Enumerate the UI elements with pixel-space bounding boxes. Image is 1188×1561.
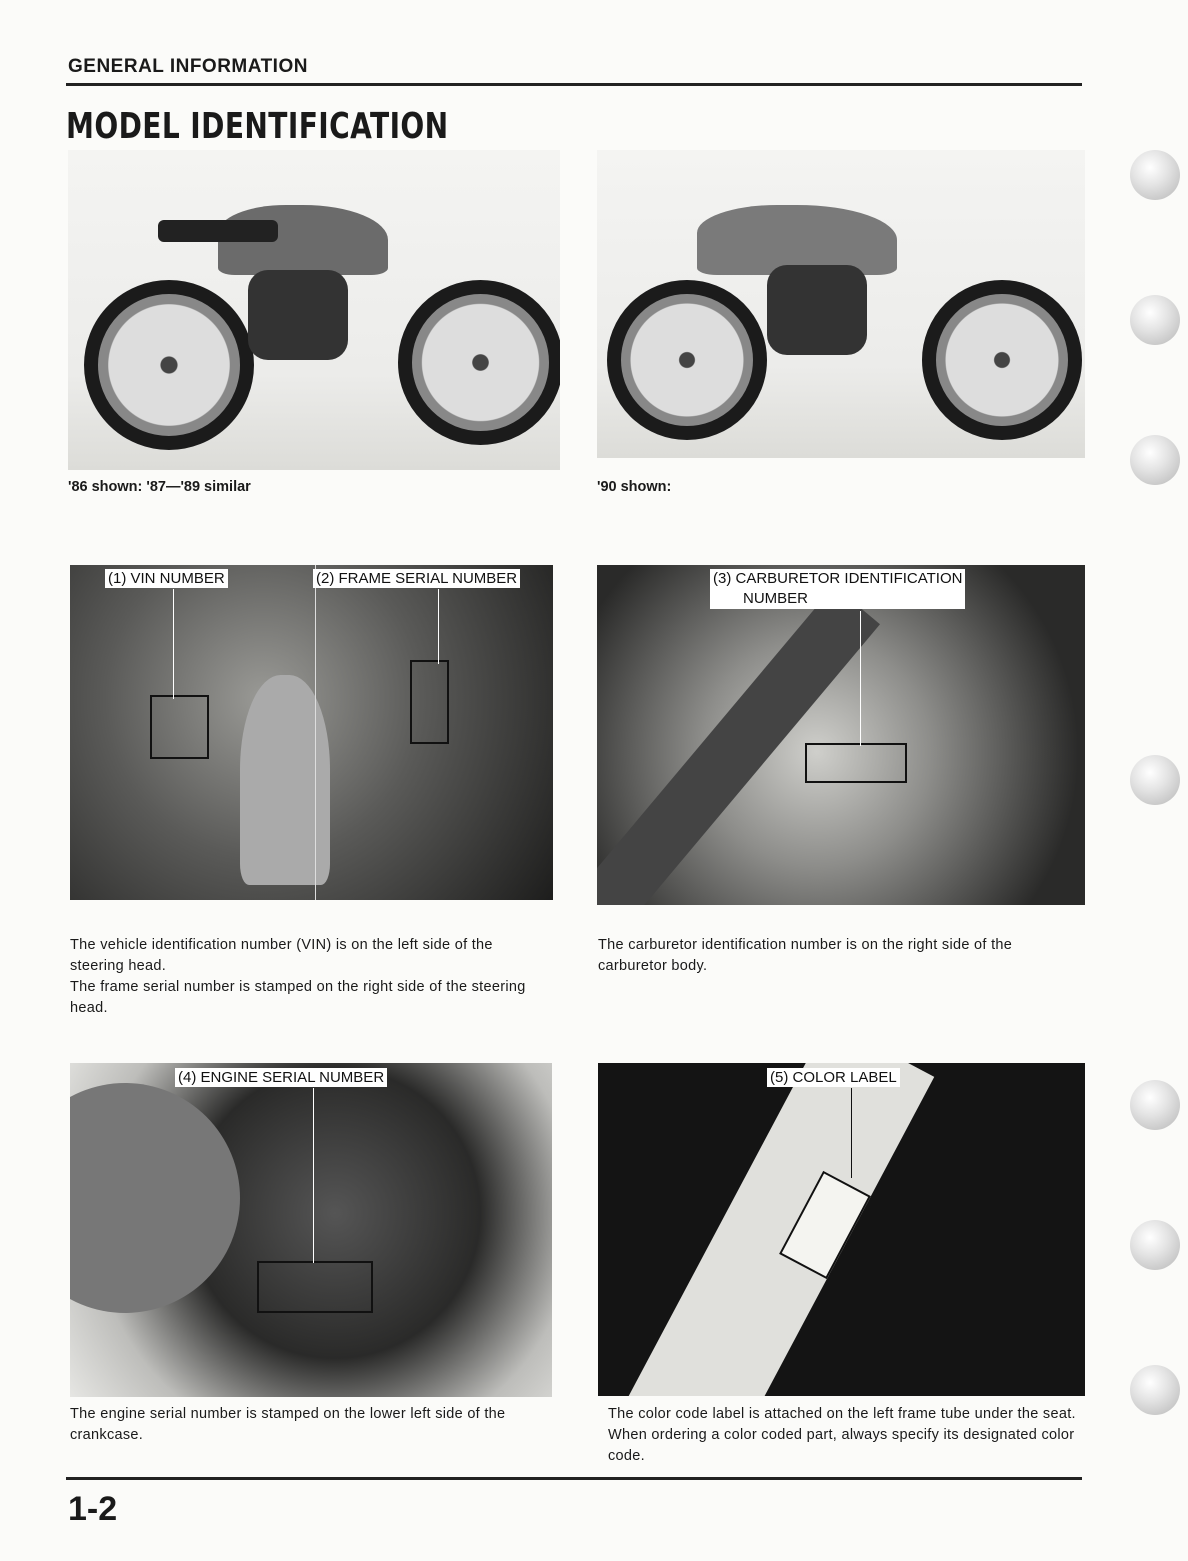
engine-serial-label: (4) ENGINE SERIAL NUMBER [175, 1068, 387, 1087]
color-description: The color code label is attached on the left frame tube under the seat. When ordering a color coded part, always specify its designated color code. [608, 1406, 1076, 1464]
vin-frame-description [70, 935, 545, 1019]
punch-hole [1130, 1220, 1180, 1270]
header-rule [66, 83, 1082, 86]
color-label-label: (5) COLOR LABEL [767, 1068, 900, 1087]
frame-description: The frame serial number is stamped on the right side of the steering head. [70, 979, 526, 1016]
vin-label: (1) VIN NUMBER [105, 569, 228, 588]
color-label-photo [598, 1063, 1085, 1396]
page-number: 1-2 [68, 1490, 118, 1528]
frame-serial-label: (2) FRAME SERIAL NUMBER [313, 569, 520, 588]
carb-arrow [860, 611, 861, 746]
carb-label-line2: NUMBER [743, 590, 809, 607]
bike1-caption: '86 shown: '87—'89 similar [68, 479, 251, 495]
engine-arrow [313, 1088, 314, 1263]
vin-description: The vehicle identification number (VIN) is on the left side of the steering head. [70, 937, 493, 974]
page-title: MODEL IDENTIFICATION [66, 106, 449, 147]
section-header: GENERAL INFORMATION [68, 56, 308, 77]
color-label-arrow [851, 1088, 852, 1178]
punch-hole [1130, 295, 1180, 345]
punch-hole [1130, 150, 1180, 200]
carb-description: The carburetor identification number is on the right side of the carburetor body. [598, 937, 1013, 974]
engine-photo [70, 1063, 552, 1397]
punch-hole [1130, 1365, 1180, 1415]
footer-rule [66, 1477, 1082, 1480]
punch-hole [1130, 435, 1180, 485]
bike-photo-1986 [68, 150, 560, 470]
engine-description: The engine serial number is stamped on the lower left side of the crankcase. [70, 1406, 506, 1443]
carburetor-photo [597, 565, 1085, 905]
bike-photo-1990 [597, 150, 1085, 458]
bike2-caption: '90 shown: [597, 479, 672, 495]
carburetor-id-label [710, 569, 965, 609]
punch-hole [1130, 1080, 1180, 1130]
punch-hole [1130, 755, 1180, 805]
frame-arrow [438, 589, 439, 664]
vin-arrow [173, 589, 174, 699]
steering-head-photo [70, 565, 553, 900]
carb-label-line1: (3) CARBURETOR IDENTIFICATION [713, 570, 963, 587]
